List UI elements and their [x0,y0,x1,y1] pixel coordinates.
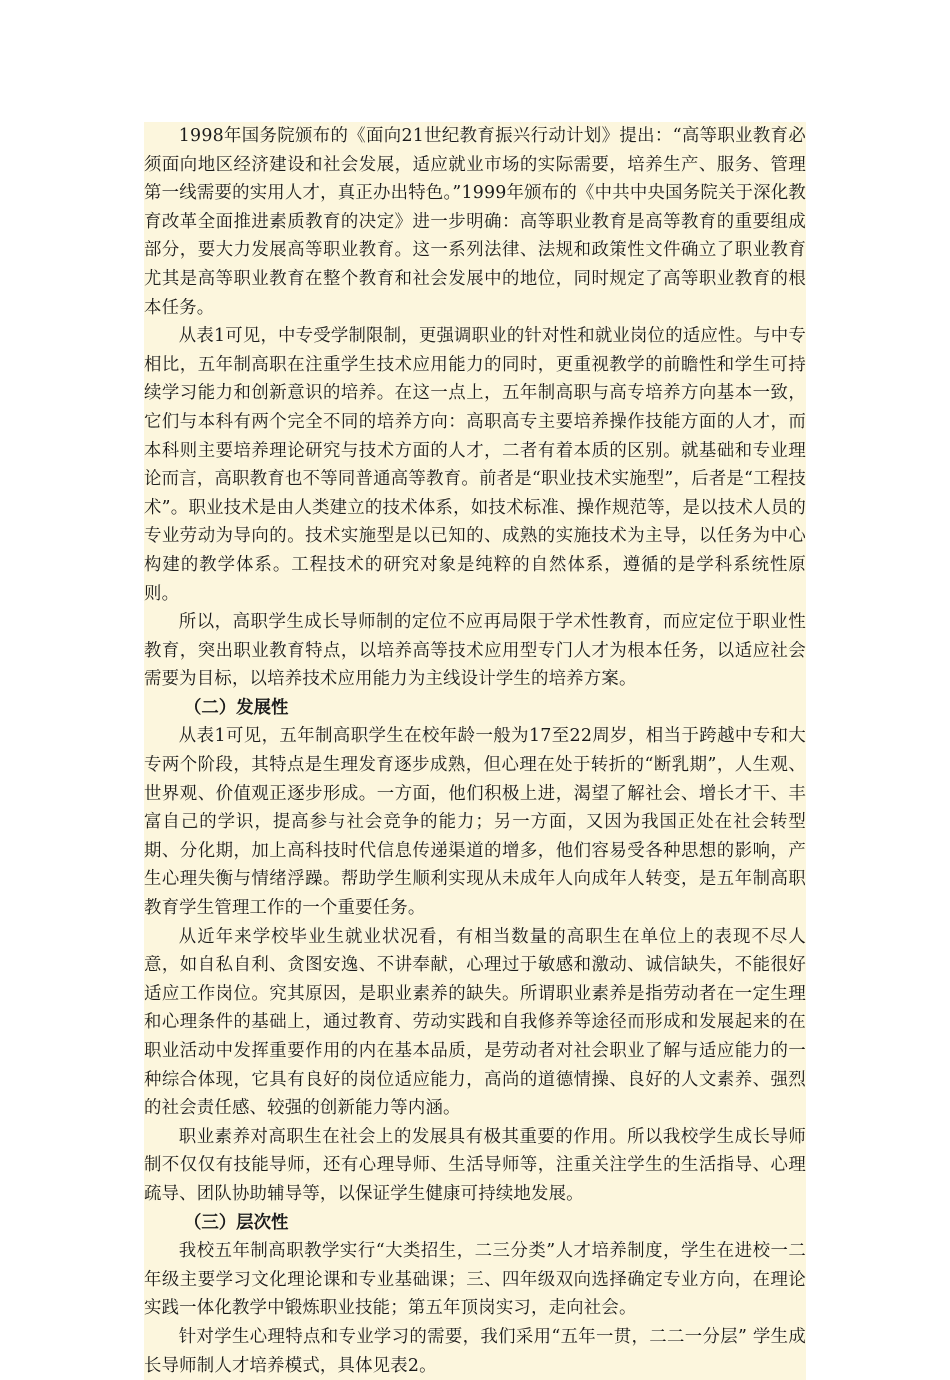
paragraph-professional-quality: 职业素养对高职生在社会上的发展具有极其重要的作用。所以我校学生成长导师制不仅仅有技能导师，还有心理导师、生活导师等，注重关注学生的生活指导、心理疏导、团队协助辅导等，以保证学生健康可持续地发展。 [144,1126,806,1204]
paragraph-employment: 从近年来学校毕业生就业状况看，有相当数量的高职生在单位上的表现不尽人意，如自私自利、贪图安逸、不讲奉献，心理过于敏感和激动、诚信缺失，不能很好适应工作岗位。究其原因，是职业素养的缺失。所谓职业素养是指劳动者在一定生理和心理条件的基础上，通过教育、劳动实践和自我修养等途径而形成和发展起来的在职业活动中发挥重要作用的内在基本品质，是劳动者对社会职业了解与适应能力的一种综合体现，它具有良好的岗位适应能力，高尚的道德情操、良好的人文素养、强烈的社会责任感、较强的创新能力等内涵。 [144,926,806,1119]
paragraph-enrollment-system: 我校五年制高职教学实行“大类招生，二三分类”人才培养制度，学生在进校一二年级主要学习文化理论课和专业基础课；三、四年级双向选择确定专业方向，在理论实践一体化教学中锻炼职业技能；第五年顶岗实习，走向社会。 [144,1241,806,1319]
section-heading-text: （三）层次性 [184,1212,289,1233]
paragraph-training-model: 针对学生心理特点和专业学习的需要，我们采用“五年一贯，二二一分层” 学生成长导师制人才培养模式，具体见表2。 [144,1326,806,1376]
paragraph-comparison: 从表1可见，中专受学制限制，更强调职业的针对性和就业岗位的适应性。与中专相比，五年制高职在注重学生技术应用能力的同时，更重视教学的前瞻性和学生可持续学习能力和创新意识的培养。在这一点上，五年制高职与高专培养方向基本一致，它们与本科有两个完全不同的培养方向：高职高专主要培养操作技能方面的人才，而本科则主要培养理论研究与技术方面的人才，二者有着本质的区别。就基础和专业理论而言，高职教育也不等同普通高等教育。前者是“职业技术实施型”，后者是“工程技术”。职业技术是由人类建立的技术体系，如技术标准、操作规范等，是以技术人员的专业劳动为导向的。技术实施型是以已知的、成熟的实施技术为主导，以任务为中心构建的教学体系。工程技术的研究对象是纯粹的自然体系，遵循的是学科系统性原则。 [144,326,806,604]
paragraph-positioning: 所以，高职学生成长导师制的定位不应再局限于学术性教育，而应定位于职业性教育，突出职业教育特点，以培养高等技术应用型专门人才为根本任务，以适应社会需要为目标，以培养技术应用能力为主线设计学生的培养方案。 [144,612,806,690]
section-heading-text: （二）发展性 [184,697,289,718]
section-heading-development [144,694,806,723]
paragraph-policy: 1998年国务院颁布的《面向21世纪教育振兴行动计划》提出：“高等职业教育必须面向地区经济建设和社会发展，适应就业市场的实际需要，培养生产、服务、管理第一线需要的实用人才，真正办出特色。”1999年颁布的《中共中央国务院关于深化教育改革全面推进素质教育的决定》进一步明确：高等职业教育是高等教育的重要组成部分，要大力发展高等职业教育。这一系列法律、法规和政策性文件确立了职业教育尤其是高等职业教育在整个教育和社会发展中的地位，同时规定了高等职业教育的根本任务。 [144,126,806,318]
paragraph-student-age: 从表1可见，五年制高职学生在校年龄一般为17至22周岁，相当于跨越中专和大专两个阶段，其特点是生理发育逐步成熟，但心理在处于转折的“断乳期”，人生观、世界观、价值观正逐步形成。一方面，他们积极上进，渴望了解社会、增长才干、丰富自己的学识，提高参与社会竞争的能力；另一方面，又因为我国正处在社会转型期、分化期，加上高科技时代信息传递渠道的增多，他们容易受各种思想的影响，产生心理失衡与情绪浮躁。帮助学生顺利实现从未成年人向成年人转变，是五年制高职教育学生管理工作的一个重要任务。 [144,726,806,919]
document-body [144,122,806,1380]
section-heading-hierarchy [144,1209,806,1238]
